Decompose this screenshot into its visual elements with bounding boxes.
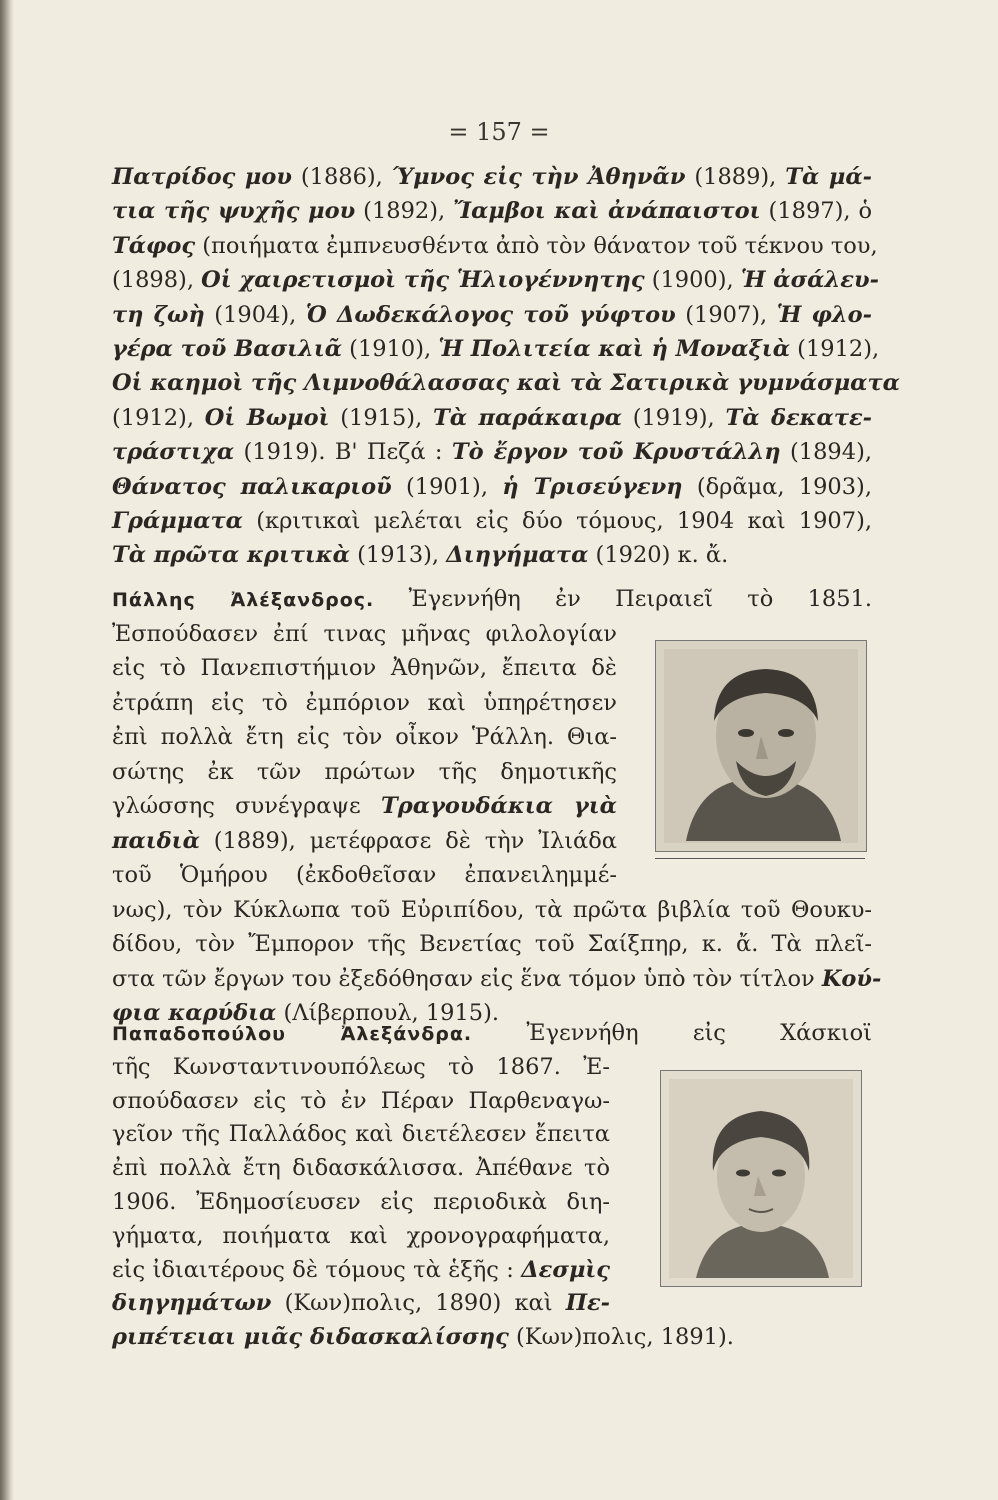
text-run: (1889), μετέφρασε δὲ τὴν Ἰλιάδα bbox=[199, 827, 617, 854]
text-run: σπούδασεν εἰς τὸ ἐν Πέραν Παρθεναγω- bbox=[112, 1087, 610, 1114]
text-run: (1910), bbox=[342, 336, 439, 362]
work-title: Οἱ καημοὶ τῆς Λιμνοθάλασσας καὶ τὰ Σατιρικὰ γυμνάσματα bbox=[112, 370, 900, 397]
text-run: (1901), bbox=[391, 473, 503, 500]
text-run: δίδου, τὸν Ἔμπορον τῆς Βενετίας τοῦ Σαίξπηρ, κ. ἄ. Τὰ πλεῖ- bbox=[112, 931, 872, 957]
entry-heading-name: Πάλλης Ἀλέξανδρος. bbox=[112, 589, 375, 611]
text-run: (1900), bbox=[644, 267, 741, 294]
portrait-palles-image bbox=[656, 641, 866, 851]
page-number: = 157 = bbox=[448, 118, 550, 146]
work-title: Πατρίδος μου bbox=[112, 164, 292, 190]
text-run: νως), τὸν Κύκλωπα τοῦ Εὐριπίδου, τὰ πρῶτα βιβλία τοῦ Θουκυ- bbox=[112, 896, 872, 923]
text-run: (1919), bbox=[621, 404, 726, 431]
paragraph2-line bbox=[112, 789, 617, 823]
portrait-palles bbox=[655, 640, 867, 852]
paragraph1-line bbox=[112, 160, 872, 194]
paragraph1-line bbox=[112, 470, 872, 504]
paragraph1-line bbox=[112, 401, 872, 435]
text-run: (1919). Β' Πεζά : bbox=[234, 439, 452, 466]
paragraph1-line bbox=[112, 298, 872, 332]
text-run: (κριτικαὶ μελέται εἰς δύο τόμους, 1904 καὶ 1907), bbox=[242, 508, 872, 534]
work-title: Διηγήματα bbox=[446, 542, 589, 569]
text-run: (1886), bbox=[291, 164, 392, 190]
work-title: Ἡ ἀσάλευ- bbox=[740, 267, 879, 294]
work-title: γέρα τοῦ Βασιλιᾶ bbox=[112, 336, 343, 362]
text-run: (1920) κ. ἄ. bbox=[588, 542, 729, 569]
portrait-papadopoulou bbox=[660, 1070, 862, 1287]
paragraph1-line bbox=[112, 332, 880, 366]
work-title: Τὰ δεκατε- bbox=[725, 404, 872, 431]
text-run: (1898), bbox=[112, 267, 202, 294]
paragraph3-line bbox=[112, 1320, 872, 1354]
paragraph2-line bbox=[112, 617, 617, 651]
text-run: (1912), bbox=[790, 336, 880, 362]
work-title: Κού- bbox=[821, 965, 882, 992]
work-title: Οἱ χαιρετισμοὶ τῆς Ἡλιογέννητης bbox=[201, 267, 645, 294]
portrait-palles-rule bbox=[655, 858, 865, 859]
work-title: Ὁ Δωδεκάλογος τοῦ γύφτου bbox=[305, 301, 676, 328]
paragraph1-line bbox=[112, 263, 879, 297]
text-run: (1904), bbox=[204, 301, 306, 328]
work-title: Τὰ παράκαιρα bbox=[433, 404, 622, 431]
paragraph2-line bbox=[112, 582, 872, 617]
work-title: Δεσμὶς bbox=[521, 1256, 610, 1283]
text-run: (Κων)πολις, 1891). bbox=[508, 1324, 734, 1351]
text-run: (ποιήματα ἐμπνευσθέντα ἀπὸ τὸν θάνατον τοῦ τέκνου του, bbox=[195, 232, 878, 259]
text-run: (1907), bbox=[675, 301, 777, 328]
text-run: γεῖον τῆς Παλλάδος καὶ διετέλεσεν ἔπειτα bbox=[112, 1121, 610, 1148]
paragraph2-line bbox=[112, 893, 872, 927]
paragraph3-line bbox=[112, 1253, 610, 1287]
text-run: εἰς ἰδιαιτέρους δὲ τόμους τὰ ἑξῆς : bbox=[112, 1256, 522, 1283]
paragraph2-line bbox=[112, 720, 617, 754]
text-run: σώτης ἐκ τῶν πρώτων τῆς δημοτικῆς bbox=[112, 758, 617, 785]
work-title: Πε- bbox=[565, 1290, 610, 1317]
work-title: Ύμνος εἰς τὴν Ἀθηνᾶν bbox=[391, 164, 686, 190]
work-title: τια τῆς ψυχῆς μου bbox=[112, 198, 356, 225]
work-title: Ἡ φλο- bbox=[776, 301, 872, 328]
work-title: Τὰ μά- bbox=[785, 164, 872, 190]
work-title: Γράμματα bbox=[112, 508, 243, 534]
paragraph3-line bbox=[112, 1050, 610, 1084]
text-run: (1915), bbox=[329, 404, 434, 431]
text-run: (Κων)πολις, 1890) καὶ bbox=[271, 1290, 566, 1317]
work-title: ριπέτειαι μιᾶς διδασκαλίσσης bbox=[112, 1324, 509, 1351]
work-title: τράστιχα bbox=[112, 439, 235, 466]
work-title: Τὸ ἔργον τοῦ Κρυστάλλη bbox=[451, 439, 781, 466]
paragraph3-line bbox=[112, 1185, 610, 1219]
text-run: στα τῶν ἔργων του ἐξεδόθησαν εἰς ἕνα τόμον ὑπὸ τὸν τίτλον bbox=[112, 965, 822, 992]
paragraph2-line bbox=[112, 651, 617, 685]
paragraph1-line bbox=[112, 538, 872, 572]
text-run: γλώσσης συνέγραψε bbox=[112, 793, 382, 819]
work-title: παιδιὰ bbox=[112, 827, 200, 854]
work-title: διηγημάτων bbox=[112, 1290, 272, 1317]
work-title: τη ζωὴ bbox=[112, 301, 205, 328]
paragraph2-line bbox=[112, 686, 617, 720]
entry-heading-name: Παπαδοπούλου Ἀλεξάνδρα. bbox=[112, 1023, 473, 1045]
work-title: Τὰ πρῶτα κριτικὰ bbox=[112, 542, 350, 569]
text-run: Ἐσπούδασεν ἐπί τινας μῆνας φιλολογίαν bbox=[112, 620, 617, 647]
text-run: τῆς Κωνσταντινουπόλεως τὸ 1867. Ἐ- bbox=[112, 1053, 610, 1080]
text-run: (1912), bbox=[112, 404, 205, 431]
book-spine-edge bbox=[0, 0, 14, 1500]
text-run: ἐπὶ πολλὰ ἔτη διδασκάλισσα. Ἀπέθανε τὸ bbox=[112, 1155, 610, 1182]
text-run: (Λίβερπουλ, 1915). bbox=[276, 1000, 500, 1026]
portrait-papadopoulou-image bbox=[661, 1071, 861, 1286]
text-run: Ἐγεννήθη ἐν Πειραιεῖ τὸ 1851. bbox=[374, 586, 872, 612]
text-run: (1897), ὁ bbox=[760, 198, 873, 225]
paragraph2-line bbox=[112, 824, 617, 858]
text-run: ἐπὶ πολλὰ ἔτη εἰς τὸν οἶκον Ῥάλλη. Θια- bbox=[112, 724, 617, 750]
work-title: ἡ Τρισεύγενη bbox=[502, 473, 683, 500]
paragraph3-line bbox=[112, 1084, 610, 1118]
paragraph2-line bbox=[112, 927, 872, 961]
work-title: φια καρύδια bbox=[112, 1000, 277, 1026]
work-title: Οἱ Βωμοὶ bbox=[204, 404, 330, 431]
work-title: Ἴαμβοι καὶ ἀνάπαιστοι bbox=[453, 198, 761, 225]
work-title: Τραγουδάκια γιὰ bbox=[381, 793, 617, 819]
text-run: Ἐγεννήθη εἰς Χάσκιοϊ bbox=[472, 1020, 872, 1046]
paragraph1-line bbox=[112, 435, 872, 469]
text-run: γήματα, ποιήματα καὶ χρονογραφήματα, bbox=[112, 1222, 610, 1249]
text-run: 1906. Ἐδημοσίευσεν εἰς περιοδικὰ διη- bbox=[112, 1189, 610, 1215]
text-run: (δρᾶμα, 1903), bbox=[682, 473, 872, 500]
paragraph3-line bbox=[112, 1151, 610, 1185]
text-run: (1892), bbox=[355, 198, 454, 225]
work-title: Τάφος bbox=[112, 232, 196, 259]
paragraph2-line bbox=[112, 858, 617, 892]
work-title: Θάνατος παλικαριοῦ bbox=[112, 473, 392, 500]
paragraph2-line bbox=[112, 755, 617, 789]
paragraph3-line bbox=[112, 1117, 610, 1151]
paragraph2-line bbox=[112, 962, 882, 996]
work-title: Ἡ Πολιτεία καὶ ἡ Μοναξιὰ bbox=[438, 336, 791, 362]
paragraph1-line bbox=[112, 504, 872, 538]
paragraph3-line bbox=[112, 1016, 872, 1051]
text-run: (1889), bbox=[685, 164, 786, 190]
text-run: τοῦ Ὁμήρου (ἐκδοθεῖσαν ἐπανειλημμέ- bbox=[112, 862, 617, 888]
paragraph1-line bbox=[112, 229, 878, 263]
text-run: (1894), bbox=[780, 439, 872, 466]
paragraph3-line bbox=[112, 1219, 610, 1253]
text-run: ἐτράπη εἰς τὸ ἐμπόριον καὶ ὑπηρέτησεν bbox=[112, 689, 617, 716]
paragraph1-line bbox=[112, 366, 900, 400]
paragraph3-line bbox=[112, 1286, 610, 1320]
text-run: εἰς τὸ Πανεπιστήμιον Ἀθηνῶν, ἔπειτα δὲ bbox=[112, 655, 617, 681]
text-run: (1913), bbox=[349, 542, 447, 569]
paragraph1-line bbox=[112, 194, 872, 228]
